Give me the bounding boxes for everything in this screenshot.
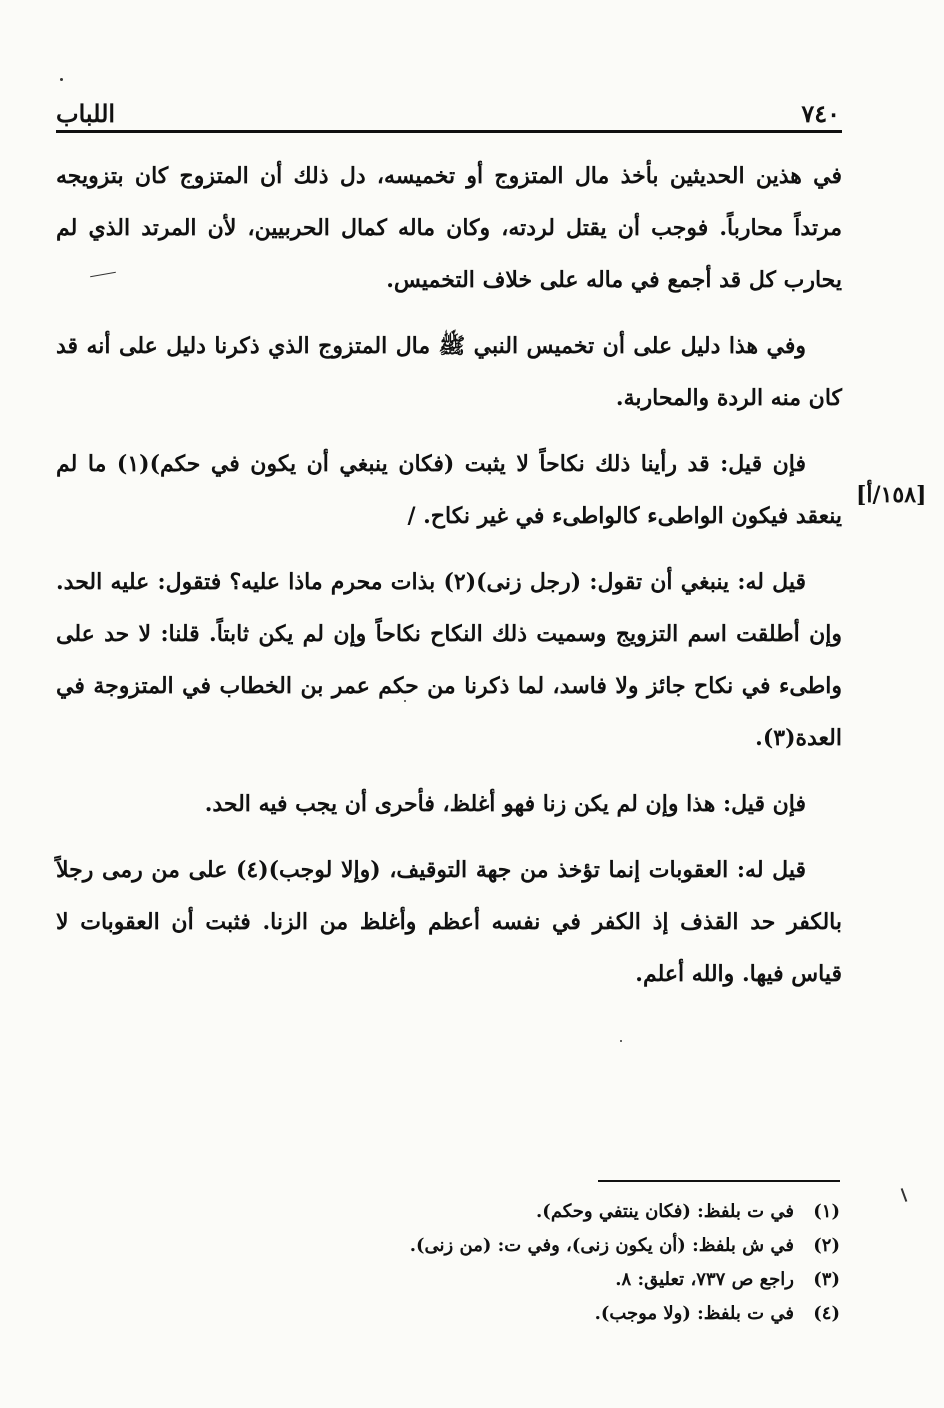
footnote — [240, 1263, 840, 1297]
paragraph-4: قيل له: ينبغي أن تقول: (رجل زنى)(٢) بذات محرم ماذا عليه؟ فتقول: عليه الحد. وإن أطلقت اسم التزويج وسميت ذلك النكاح نكاحاً وإن لم يكن ثابتاً. قلنا: لا حد على واطىء في نكاح جائز ولا فاسد، لما ذكرنا من حكم عمر بن الخطاب في المتزوجة في العدة(٣). — [56, 569, 842, 751]
footnote — [240, 1229, 840, 1263]
paragraph-5: فإن قيل: هذا وإن لم يكن زنا فهو أغلظ، فأحرى أن يجب فيه الحد. — [204, 791, 806, 817]
footnote-text: في ت بلفظ: (فكان ينتفي وحكم). — [536, 1201, 794, 1222]
paragraph-2: وفي هذا دليل على أن تخميس النبي ﷺ مال المتزوج الذي ذكرنا دليل على أنه قد كان منه الردة والمحاربة. — [56, 333, 842, 411]
footnote-number: (٤) — [813, 1303, 840, 1324]
footnote-text: في ش بلفظ: (أن يكون زنى)، وفي ت: (من زنى). — [409, 1235, 794, 1256]
footnotes — [240, 1195, 840, 1331]
header-rule — [56, 130, 842, 133]
manuscript-folio-marker: [١٥٨/أ] — [856, 482, 927, 508]
scan-speck — [620, 1040, 622, 1042]
footnote-number: (٢) — [813, 1235, 840, 1256]
footnote-number: (٣) — [813, 1269, 840, 1290]
scan-speck — [901, 1188, 908, 1202]
footnote-number: (١) — [813, 1201, 840, 1222]
scan-speck — [60, 78, 63, 81]
footnote-text: في ت بلفظ: (ولا موجب). — [594, 1303, 794, 1324]
book-title: اللباب — [56, 99, 116, 128]
footnote — [240, 1195, 840, 1229]
scan-speck — [404, 700, 406, 702]
page-header — [56, 88, 840, 128]
page-number: ٧٤٠ — [801, 99, 840, 128]
paragraph-1: في هذين الحديثين بأخذ مال المتزوج أو تخميسه، دل ذلك أن المتزوج كان بتزويجه مرتداً محارباً. فوجب أن يقتل لردته، وكان ماله كمال الحربيين، لأن المرتد الذي لم يحارب كل قد أجمع في ماله على خلاف التخميس. — [56, 163, 842, 293]
main-text — [56, 150, 842, 1014]
footnote-text: راجع ص ٧٣٧، تعليق: ٨. — [615, 1269, 794, 1290]
paragraph-3: فإن قيل: قد رأينا ذلك نكاحاً لا يثبت (فكان ينبغي أن يكون في حكم)(١) ما لم ينعقد فيكون الواطىء كالواطىء في غير نكاح. / — [56, 451, 842, 529]
footnote-rule — [598, 1180, 840, 1182]
paragraph-6: قيل له: العقوبات إنما تؤخذ من جهة التوقيف، (وإلا لوجب)(٤) على من رمى رجلاً بالكفر حد القذف إذ الكفر في نفسه أعظم وأغلظ من الزنا. فثبت أن العقوبات لا قياس فيها. والله أعلم. — [56, 857, 842, 987]
footnote — [240, 1297, 840, 1331]
